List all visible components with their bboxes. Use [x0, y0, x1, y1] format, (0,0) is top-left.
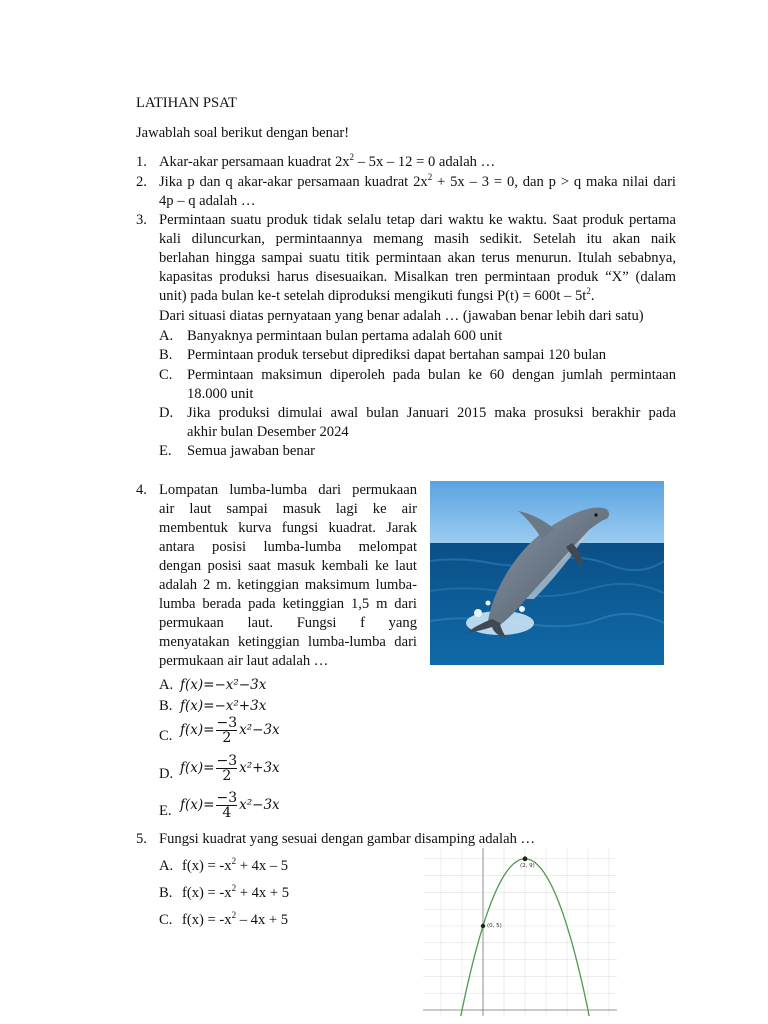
dolphin-photo [430, 481, 664, 665]
q2-number: 2. [136, 174, 147, 190]
q4-paragraph-line: antara posisi lumba-lumba melompat [159, 539, 417, 555]
q3-paragraph-line: kali diluncurkan, permintaannya memang masih sedikit. Setelah itu akan naik [159, 231, 676, 247]
q5-option-letter: B. [159, 885, 173, 901]
q3-function-line: unit) pada bulan ke-t setelah diproduksi mengikuti fungsi $P(t) = 600t - 5t^2$. [159, 286, 595, 304]
q3-option-letter: C. [159, 367, 173, 383]
y-intercept-label: (0, 5) [487, 923, 502, 929]
q4-option-d: f(x)= $\frac{-3}{2}$ x²+3x [180, 753, 280, 784]
q3-option-letter: A. [159, 328, 174, 344]
page-title: LATIHAN PSAT [136, 95, 237, 111]
q5-number: 5. [136, 831, 147, 847]
q4-paragraph-line: adalah 2 m. ketinggian maksimum lumba- [159, 577, 417, 593]
q4-option-letter: A. [159, 677, 174, 693]
q3-option-c-line1: Permintaan maksimun diperoleh pada bulan ke 60 dengan jumlah permintaan [187, 367, 676, 383]
q3-prompt: Dari situasi diatas pernyataan yang benar adalah … (jawaban benar lebih dari satu) [159, 308, 644, 324]
q3-option-a: Banyaknya permintaan bulan pertama adalah 600 unit [187, 328, 503, 344]
vertex-label: (2, 9) [520, 862, 535, 869]
q5-option-b: $f(x) = -x^2 + 4x + 5$ [182, 883, 290, 901]
q1-text: Akar-akar persamaan kuadrat $2x^2 - 5x - 12 = 0$ adalah … [159, 152, 496, 170]
graph-grid [423, 848, 617, 1016]
q4-number: 4. [136, 482, 147, 498]
q2-text-line2: 4p – q adalah … [159, 193, 256, 209]
q3-paragraph-line: berlahan hingga sampai suatu titik permintaan akan terus menurun. Itulah sebabnya, [159, 250, 676, 266]
q4-option-a: f(x)=−x²−3x [180, 677, 267, 693]
q4-paragraph-line: Lompatan lumba-lumba dari permukaan [159, 482, 417, 498]
q3-option-letter: B. [159, 347, 173, 363]
q5-option-letter: A. [159, 858, 174, 874]
q4-paragraph-line: membentuk kurva fungsi kuadrat. Jarak [159, 520, 417, 536]
q4-option-letter: E. [159, 803, 172, 819]
q3-paragraph-line: kapasitas produksi harus disesuaikan. Misalkan tren permintaan produk “X” (dalam [159, 269, 676, 285]
q4-option-c: f(x)= $\frac{-3}{2}$ x²−3x [180, 715, 280, 746]
q3-option-letter: E. [159, 443, 172, 459]
q3-paragraph-line: Permintaan suatu produk tidak selalu tetap dari waktu ke waktu. Saat produk pertama [159, 212, 676, 228]
q5-option-a: $f(x) = -x^2 + 4x - 5$ [182, 856, 289, 874]
q5-option-letter: C. [159, 912, 173, 928]
q4-option-letter: D. [159, 766, 174, 782]
q5-option-c: $f(x) = -x^2 - 4x + 5$ [182, 910, 289, 928]
q4-paragraph-line: dengan posisi saat masuk kembali ke laut [159, 558, 417, 574]
q4-option-b: f(x)=−x²+3x [180, 698, 267, 714]
q4-option-letter: B. [159, 698, 173, 714]
q4-option-e: f(x)= $\frac{-3}{4}$ x²−3x [180, 790, 280, 821]
vertex-point [523, 856, 528, 861]
q1-number: 1. [136, 154, 147, 170]
q2-text-line1: Jika p dan q akar-akar persamaan kuadrat $2x^2 + 5x - 3 = 0$, dan p > q maka nilai dari [159, 172, 676, 190]
q3-option-b: Permintaan produk tersebut diprediksi dapat bertahan sampai 120 bulan [187, 347, 607, 363]
parabola-graph [423, 848, 617, 1016]
q4-paragraph-line: air laut sampai masuk lagi ke air [159, 501, 417, 517]
q3-number: 3. [136, 212, 147, 228]
y-intercept-point [481, 924, 485, 928]
q3-option-c-line2: 18.000 unit [187, 386, 254, 402]
q3-option-e: Semua jawaban benar [187, 443, 316, 459]
q4-paragraph-last-line: permukaan air laut adalah … [159, 653, 329, 669]
q3-option-d-line2: akhir bulan Desember 2024 [187, 424, 349, 440]
instruction: Jawablah soal berikut dengan benar! [136, 125, 350, 141]
q3-option-letter: D. [159, 405, 174, 421]
q3-option-d-line1: Jika produksi dimulai awal bulan Januari 2015 maka prosuksi berakhir pada [187, 405, 676, 421]
q4-paragraph-line: permukaan laut. Fungsi f yang [159, 615, 417, 631]
q4-option-letter: C. [159, 728, 173, 744]
q4-paragraph-line: lumba berada pada ketinggian 1,5 m dari [159, 596, 417, 612]
q5-text: Fungsi kuadrat yang sesuai dengan gambar disamping adalah … [159, 831, 536, 847]
q4-paragraph-line: menyatakan ketinggian lumba-lumba dari [159, 634, 417, 650]
